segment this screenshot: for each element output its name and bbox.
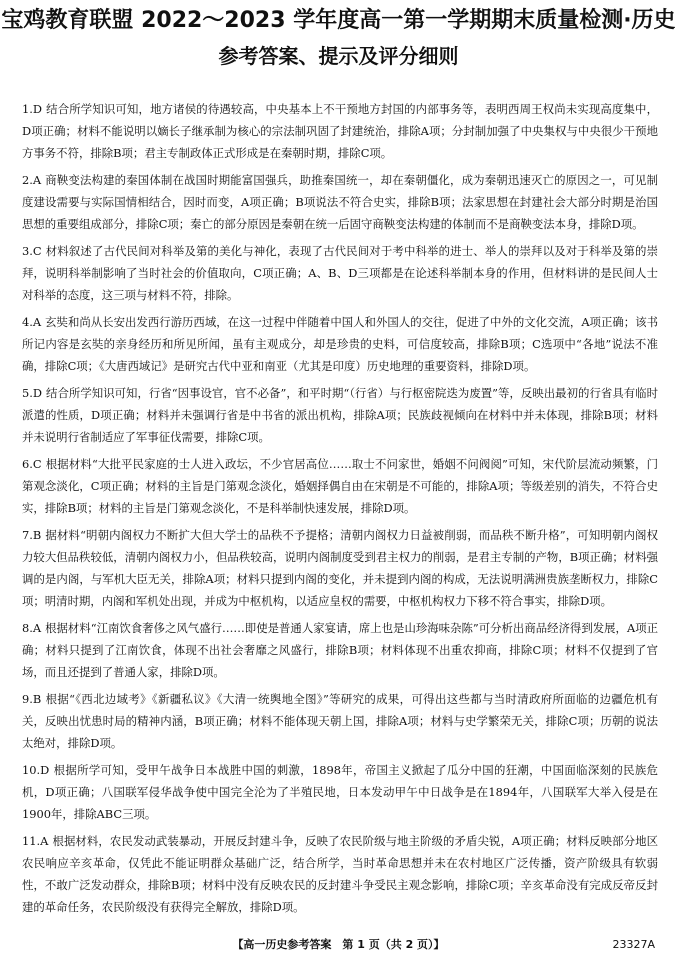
question-explanation: 结合所学知识可知，地方诸侯的待遇较高，中央基本上不干预地方封国的内部事务等，表明西周王权尚未实现高度集中，D项正确；材料不能说明以嫡长子继承制为核心的宗法制巩固了封建统治，排除A项；分封制加强了中央集权与中央很少干预地方事务不符，排除B项；君主专制政体正式形成是在秦朝时期，排除C项。 bbox=[22, 102, 658, 160]
question-answer: B bbox=[32, 692, 42, 706]
question-explanation: 根据材料“大批平民家庭的士人进入政坛，不少官居高位……取士不问家世，婚姻不问阀阅”可知，宋代阶层流动频繁，门第观念淡化，C项正确；材料的主旨是门第观念淡化，婚姻择偶自由在宋朝是不可能的，排除A项；等级差别的消失，不符合史实，排除B项；材料的主旨是门第观念淡化，不是科举制快速发展，排除D项。 bbox=[22, 457, 658, 515]
question-explanation: 材料叙述了古代民间对科举及第的美化与神化，表现了古代民间对于考中科举的进士、举人的崇拜以及对于科举及第的崇拜，说明科举制影响了当时社会的价值取向，C项正确；A、B、D三项都是在论述科举制本身的作用，但材料讲的是民间人士对科举的态度，这三项与材料不符，排除。 bbox=[22, 244, 658, 302]
question-explanation: 商鞅变法构建的秦国体制在战国时期能富国强兵，助推秦国统一，却在秦朝僵化，成为秦朝迅速灭亡的原因之一，可见制度建设需要与实际国情相结合，因时而变，A项正确；B项说法不符合史实，排除B项；法家思想在封建社会大部分时期是治国思想的重要组成部分，排除C项；秦亡的部分原因是秦朝在统一后固守商鞅变法构建的体制而不是商鞅变法本身，排除D项。 bbox=[22, 173, 658, 231]
question-item bbox=[22, 524, 658, 612]
question-number: 5. bbox=[22, 386, 33, 400]
question-item bbox=[22, 311, 658, 377]
question-answer: C bbox=[32, 457, 42, 471]
question-item bbox=[22, 240, 658, 306]
question-answer: A bbox=[32, 173, 42, 187]
page-subtitle: 参考答案、提示及评分细则 bbox=[218, 44, 459, 68]
question-explanation: 根据所学可知，受甲午战争日本战胜中国的刺激，1898年，帝国主义掀起了瓜分中国的狂潮，中国面临深刻的民族危机，D项正确；八国联军侵华战争使中国完全沦为了半殖民地，日本发动甲午中日战争是在1894年，八国联军大举入侵是在1900年，排除ABC三项。 bbox=[22, 763, 658, 821]
question-answer: D bbox=[40, 763, 50, 777]
question-item bbox=[22, 688, 658, 754]
question-number: 10. bbox=[22, 763, 41, 777]
question-number: 11. bbox=[22, 834, 41, 848]
question-number: 6. bbox=[22, 457, 33, 471]
question-number: 8. bbox=[22, 621, 33, 635]
answer-list bbox=[22, 98, 658, 923]
question-explanation: 根据材料，农民发动武装暴动，开展反封建斗争，反映了农民阶级与地主阶级的矛盾尖锐，A项正确；材料反映部分地区农民响应辛亥革命，仅凭此不能证明群众基础广泛，结合所学，当时革命思想并未在农村地区广泛传播，资产阶级具有软弱性，不敢广泛发动群众，排除B项；材料中没有反映农民的反封建斗争受民主观念影响，排除C项；辛亥革命没有完成反帝反封建的革命任务，农民阶级没有获得完全解放，排除D项。 bbox=[22, 834, 658, 914]
question-item bbox=[22, 453, 658, 519]
page-footer bbox=[0, 935, 677, 955]
question-answer: A bbox=[32, 621, 42, 635]
footer-page-info: 【高一历史参考答案 第 1 页（共 2 页）】 bbox=[232, 938, 445, 951]
question-number: 9. bbox=[22, 692, 33, 706]
question-item bbox=[22, 169, 658, 235]
question-answer: B bbox=[32, 528, 42, 542]
question-answer: A bbox=[32, 315, 42, 329]
question-answer: C bbox=[32, 244, 42, 258]
question-explanation: 据材料“明朝内阁权力不断扩大但大学士的品秩不予提格；清朝内阁权力日益被削弱，而品秩不断升格”，可知明朝内阁权力较大但品秩较低，清朝内阁权力小，但品秩较高，说明内阁制度受到君主权力的削弱，是君主专制的产物，B项正确；材料强调的是内阁，与军机大臣无关，排除A项；材料只提到内阁的变化，并未提到内阁的构成，无法说明满洲贵族垄断权力，排除C项；明清时期，内阁和军机处出现，并成为中枢机构，以适应皇权的需要，中枢机构权力下移不符合事实，排除D项。 bbox=[22, 528, 658, 608]
page-title: 宝鸡教育联盟 2022～2023 学年度高一第一学期期末质量检测·历史 bbox=[1, 8, 676, 33]
question-explanation: 玄奘和尚从长安出发西行游历西域，在这一过程中伴随着中国人和外国人的交往，促进了中外的文化交流，A项正确；该书所记内容是玄奘的亲身经历和所见所闻，虽有主观成分，却是珍贵的史料，可信度较高，排除B项；C选项中“各地”说法不准确，排除C项；《大唐西域记》是研究古代中亚和南亚（尤其是印度）历史地理的重要资料，排除D项。 bbox=[22, 315, 658, 373]
question-answer: D bbox=[32, 102, 43, 116]
question-explanation: 根据材料“江南饮食奢侈之风气盛行……即使是普通人家宴请，席上也是山珍海味杂陈”可分析出商品经济得到发展，A项正确；材料只提到了江南饮食，体现不出社会奢靡之风盛行，排除B项；材料体现不出重农抑商，排除C项；材料不仅提到了官场，而且还提到了普通人家，排除D项。 bbox=[22, 621, 658, 679]
footer-doc-code: 23327A bbox=[612, 938, 655, 951]
question-explanation: 结合所学知识可知，行省“因事设官，官不必备”，和平时期“（行省）与行枢密院迭为废置”等，反映出最初的行省具有临时派遣的性质，D项正确；材料并未强调行省是中书省的派出机构，排除A项；民族歧视倾向在材料中并未体现，排除B项；材料并未说明行省制适应了军事征伐需要，排除C项。 bbox=[22, 386, 658, 444]
question-number: 3. bbox=[22, 244, 33, 258]
question-item bbox=[22, 98, 658, 164]
question-answer: A bbox=[40, 834, 49, 848]
question-explanation: 根据“《西北边域考》《新疆私议》《大清一统舆地全图》”等研究的成果，可得出这些都与当时清政府所面临的边疆危机有关，反映出忧患时局的精神内涵，B项正确；材料不能体现天朝上国，排除A项；材料与史学繁荣无关，排除C项；历朝的说法太绝对，排除D项。 bbox=[22, 692, 658, 750]
question-item bbox=[22, 382, 658, 448]
question-item bbox=[22, 830, 658, 918]
question-number: 2. bbox=[22, 173, 33, 187]
question-number: 4. bbox=[22, 315, 33, 329]
question-answer: D bbox=[32, 386, 43, 400]
question-item bbox=[22, 759, 658, 825]
question-number: 1. bbox=[22, 102, 33, 116]
question-number: 7. bbox=[22, 528, 33, 542]
question-item bbox=[22, 617, 658, 683]
